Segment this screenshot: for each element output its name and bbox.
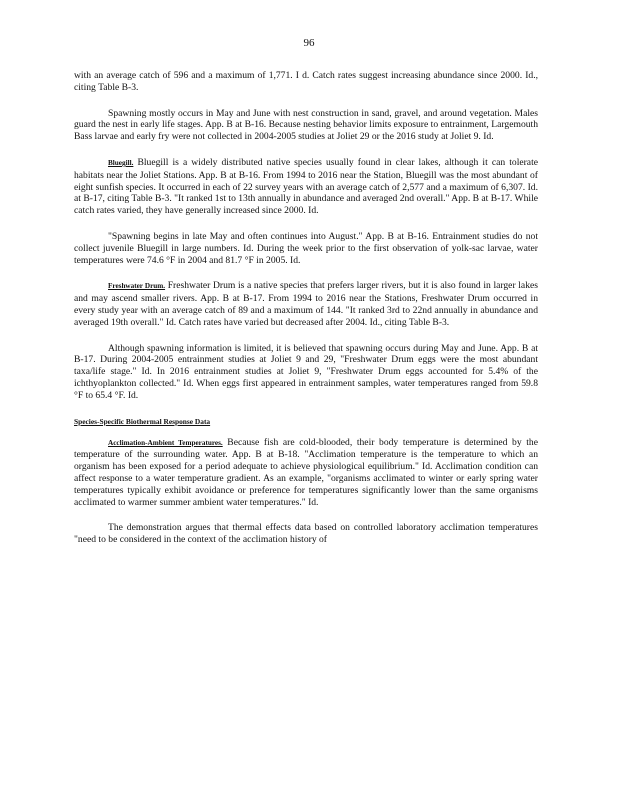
document-body	[74, 70, 538, 546]
page-number: 96	[303, 37, 315, 49]
paragraph-freshwater-drum	[74, 280, 538, 328]
paragraph-largemouth-spawning: Spawning mostly occurs in May and June with nest construction in sand, gravel, and around vegetation. Males guard the nest in early life stages. App. B at B-16. Because nesting behavior limits exposure to entrainment, Largemouth Bass larvae and early fry were not collected in 2004-2005 studies at Joliet 29 or the 2016 study at Joliet 9. Id.	[74, 107, 538, 143]
paragraph-demonstration: The demonstration argues that thermal effects data based on controlled laboratory acclimation temperatures "need to be considered in the context of the acclimation history of	[74, 522, 538, 546]
paragraph-drum-spawning: Although spawning information is limited, it is believed that spawning occurs during May and June. App. B at B-17. During 2004-2005 entrainment studies at Joliet 9 and 29, "Freshwater Drum eggs were the most abundant taxa/life stage." Id. In 2016 entrainment studies at Joliet 9, "Freshwater Drum eggs accounted for 5.4% of the ichthyoplankton collected." Id. When eggs first appeared in entrainment samples, water temperatures ranged from 59.8 °F to 65.4 °F. Id.	[74, 342, 538, 401]
heading-bluegill: Bluegill.	[108, 158, 134, 167]
section-heading: Species-Specific Biothermal Response Data	[74, 416, 211, 426]
paragraph-bluegill	[74, 157, 538, 217]
heading-freshwater-drum: Freshwater Drum.	[108, 282, 166, 291]
heading-acclimation: Acclimation-Ambient Temperatures.	[108, 438, 223, 447]
paragraph-freshwater-drum-text: Freshwater Drum is a native species that prefers larger rivers, but it is also found in larger lakes and may ascend smaller rivers. App. B at B-17. From 1994 to 2016 near the Stations, Freshwater Drum occurred in every study year with an average catch of 89 and a maximum of 144. "It ranked 3rd to 22nd annually in abundance and averaged 19th overall." Id. Catch rates have varied but decreased after 2004. Id., citing Table B-3.	[74, 280, 538, 328]
paragraph-bluegill-spawning: "Spawning begins in late May and often continues into August." App. B at B-16. Entrainment studies do not collect juvenile Bluegill in large numbers. Id. During the week prior to the first observation of yolk-sac larvae, water temperatures were 74.6 °F in 2004 and 81.7 °F in 2005. Id.	[74, 230, 538, 266]
paragraph-acclimation-text: Because fish are cold-blooded, their body temperature is determined by the temperature of the surrounding water. App. B at B-18. "Acclimation temperature is the temperature to which an organism has been exposed for a period adequate to achieve physiological equilibrium." Id. Acclimation condition can affect response to a water temperature gradient. As an example, "organisms acclimated to winter or early spring water temperatures typically exhibit avoidance or preference for temperatures significantly lower than the same organisms acclimated to warmer summer ambient water temperatures." Id.	[74, 436, 538, 508]
paragraph-largemouth-catch: with an average catch of 596 and a maximum of 1,771. I d. Catch rates suggest increasing abundance since 2000. Id., citing Table B-3.	[74, 70, 538, 93]
paragraph-bluegill-text: Bluegill is a widely distributed native species usually found in clear lakes, although it can tolerate habitats near the Joliet Stations. App. B at B-16. From 1994 to 2016 near the Station, Bluegill was the most abundant of eight sunfish species. It occurred in each of 22 survey years with an average catch of 2,577 and a maximum of 6,307. Id. at B-17, citing Table B-3. "It ranked 1st to 13th annually in abundance and averaged 2nd overall." App. B at B-17. While catch rates varied, they have generally increased since 2000. Id.	[74, 156, 538, 217]
paragraph-acclimation	[74, 437, 538, 509]
